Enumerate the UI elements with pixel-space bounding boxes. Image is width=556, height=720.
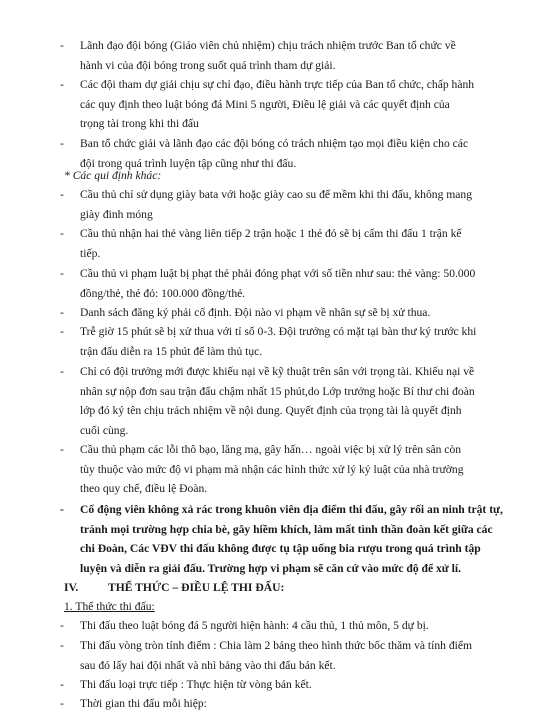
- text-line: Thời gian thi đấu mỗi hiệp:: [80, 697, 207, 710]
- dash-bullet: -: [60, 267, 64, 280]
- text-line: tránh mọi trường hợp chia bè, gây hiềm khích, làm mất tình thần đoàn kết giữa các: [80, 522, 493, 536]
- list-item: [60, 675, 312, 695]
- dash-bullet: -: [60, 678, 64, 691]
- dash-bullet: -: [60, 619, 64, 632]
- text-line: hành vi của đội bóng trong suốt quá trình tham dự giải.: [80, 58, 336, 72]
- other-rules-label: * Các qui định khác:: [64, 169, 162, 182]
- dash-bullet: -: [60, 443, 64, 456]
- text-line: đồng/thẻ, thẻ đỏ: 100.000 đồng/thẻ.: [80, 286, 246, 300]
- list-item: [60, 185, 473, 224]
- dash-bullet: -: [60, 639, 64, 652]
- text-line: Cầu thủ chỉ sử dụng giày bata với hoặc giày cao su đế mềm khi thi đấu, không mang: [80, 188, 473, 201]
- dash-bullet: -: [60, 78, 64, 91]
- text-line: Cổ động viên không xả rác trong khuôn viên địa điểm thi đấu, gây rối an ninh trật tự,: [80, 503, 503, 516]
- dash-bullet: -: [60, 227, 64, 240]
- list-item: [60, 303, 431, 323]
- text-line: tùy thuộc vào mức độ vi phạm mà nhận các hình thức xử lý kỷ luật của nhà trường: [80, 462, 464, 476]
- text-line: Cầu thủ phạm các lỗi thô bạo, lăng mạ, gây hấn… ngoài việc bị xử lý trên sân còn: [80, 443, 462, 456]
- text-line: Danh sách đăng ký phải cố định. Đội nào vi phạm về nhân sự sẽ bị xử thua.: [80, 306, 431, 319]
- text-line: nhân sự nộp đơn sau trận đấu chậm nhất 15 phút,do Lớp trưởng hoặc Bí thư chi đoàn: [80, 384, 475, 398]
- dash-bullet: -: [60, 697, 64, 710]
- list-item: [60, 224, 462, 263]
- text-line: Thi đấu theo luật bóng đá 5 người hiện hành: 4 cầu thủ, 1 thủ môn, 5 dự bị.: [80, 619, 429, 632]
- list-item: [60, 636, 473, 675]
- dash-bullet: -: [60, 188, 64, 201]
- dash-bullet: -: [60, 325, 64, 338]
- list-item: [60, 322, 477, 361]
- dash-bullet: -: [60, 306, 64, 319]
- text-line: Ban tổ chức giải và lãnh đạo các đội bóng có trách nhiệm tạo mọi điều kiện cho các: [80, 137, 469, 150]
- text-line: Chỉ có đội trưởng mới được khiếu nại về kỹ thuật trên sân với trọng tài. Khiếu nại về: [80, 365, 475, 378]
- text-line: các quy định theo luật bóng đá Mini 5 người, Điều lệ giải và các quyết định của: [80, 97, 450, 111]
- section-heading: [64, 578, 284, 598]
- dash-bullet: -: [60, 503, 64, 516]
- section-number: IV.: [64, 581, 79, 594]
- list-item: [60, 694, 207, 714]
- text-line: đội trong quá trình luyện tập cũng như thi đấu.: [80, 156, 297, 170]
- text-line: Trễ giờ 15 phút sẽ bị xử thua với tỉ số 0-3. Đội trưởng có mặt tại bàn thư ký trước khi: [80, 325, 477, 338]
- list-item-bold: [60, 500, 503, 578]
- text-line: chi Đoàn, Các VĐV thi đấu không được tụ tập uống bia rượu trong quá trình tập: [80, 542, 481, 555]
- section-title: THỂ THỨC – ĐIỀU LỆ THI ĐẤU:: [108, 581, 285, 594]
- text-line: luyện và diễn ra giải đấu. Trường hợp vi phạm sẽ căn cứ vào mức độ để xử lí.: [80, 561, 462, 575]
- dash-bullet: -: [60, 365, 64, 378]
- subsection-heading: 1. Thể thức thi đấu:: [64, 600, 155, 613]
- text-line: Cầu thủ nhận hai thẻ vàng liên tiếp 2 trận hoặc 1 thẻ đỏ sẽ bị cấm thi đấu 1 trận kế: [80, 227, 462, 240]
- list-item: [60, 362, 475, 440]
- text-line: Cầu thủ vi phạm luật bị phạt thẻ phải đóng phạt với số tiền như sau: thẻ vàng: 50.000: [80, 267, 476, 280]
- text-line: Lãnh đạo đội bóng (Giáo viên chủ nhiệm) chịu trách nhiệm trước Ban tổ chức về: [80, 39, 456, 52]
- text-line: tiếp.: [80, 246, 101, 260]
- text-line: theo quy chế, điều lệ Đoàn.: [80, 482, 208, 495]
- list-item: [60, 440, 464, 499]
- text-line: trận đấu diễn ra 15 phút để làm thủ tục.: [80, 344, 263, 358]
- text-line: trọng tài trong khi thi đấu: [80, 117, 199, 130]
- text-line: cuối cùng.: [80, 423, 129, 437]
- list-item: [60, 75, 475, 134]
- text-line: giày đinh móng: [80, 207, 153, 221]
- text-line: Các đội tham dự giải chịu sự chỉ đạo, điều hành trực tiếp của Ban tổ chức, chấp hành: [80, 78, 475, 91]
- dash-bullet: -: [60, 39, 64, 52]
- list-item: [60, 36, 456, 75]
- text-line: Thi đấu loại trực tiếp : Thực hiện từ vòng bán kết.: [80, 678, 312, 691]
- list-item: [60, 264, 476, 303]
- list-item: [60, 616, 429, 636]
- dash-bullet: -: [60, 137, 64, 150]
- text-line: lớp đó ký tên chịu trách nhiệm về nội dung. Quyết định của trọng tài là quyết định: [80, 404, 462, 417]
- text-line: Thi đấu vòng tròn tính điểm : Chia làm 2 bảng theo hình thức bốc thăm và tính điểm: [80, 639, 473, 652]
- text-line: sau đó lấy hai đội nhất và nhì bảng vào thi đấu bán kết.: [80, 658, 336, 672]
